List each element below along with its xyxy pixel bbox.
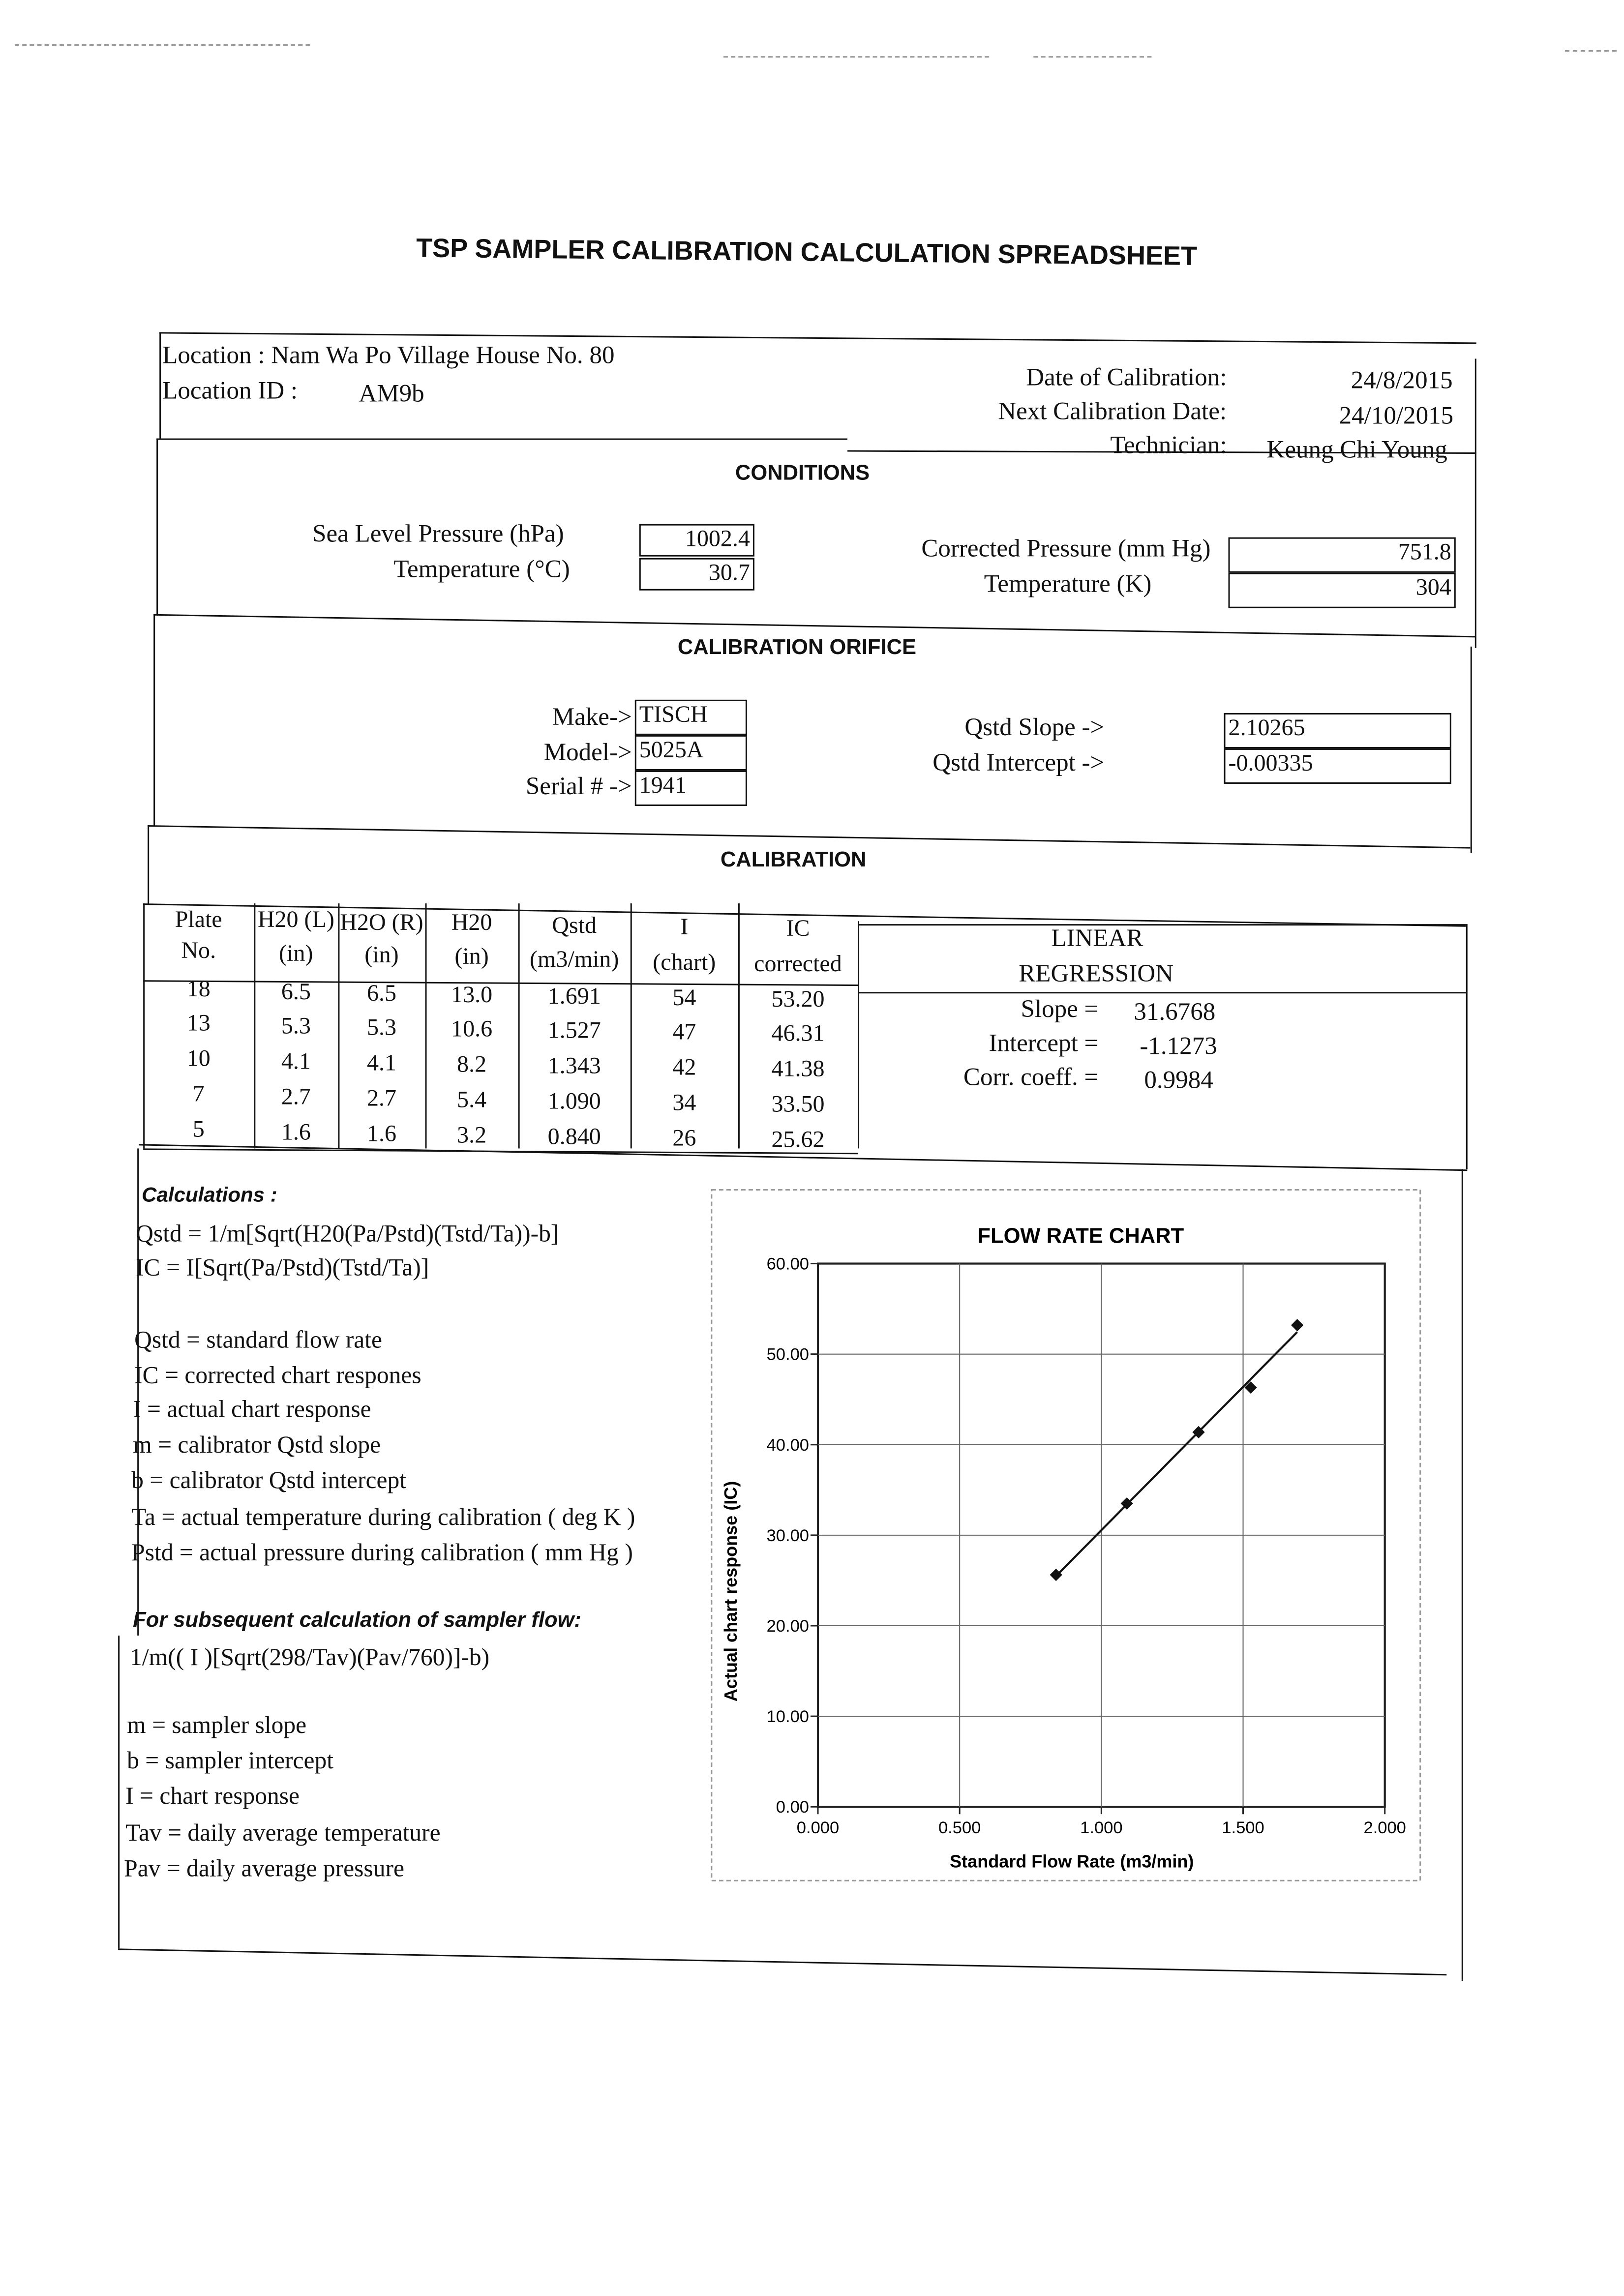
cell-plate: 5 (192, 1117, 205, 1143)
header-h2o-left-line1: H20 (L) (257, 908, 334, 933)
x-tick-label: 0.500 (938, 1819, 981, 1838)
formula-ic: IC = I[Sqrt(Pa/Pstd)(Tstd/Ta)] (136, 1253, 429, 1282)
border-line (1466, 924, 1468, 1169)
make-label: Make-> (552, 702, 632, 731)
border-line (156, 439, 158, 616)
model-value: 5025A (635, 735, 747, 771)
corrected-pressure-value: 751.8 (1228, 537, 1455, 573)
cell-qstd: 1.527 (547, 1018, 601, 1044)
cell-h2o: 3.2 (457, 1123, 487, 1149)
def-b: b = calibrator Qstd intercept (131, 1465, 407, 1494)
cell-i: 47 (672, 1020, 696, 1045)
border-line (156, 439, 847, 440)
y-tick-label: 40.00 (766, 1435, 809, 1455)
regression-title-2: REGRESSION (1019, 959, 1174, 988)
corrected-pressure-label: Corrected Pressure (mm Hg) (921, 534, 1211, 563)
next-date-value: 24/10/2015 (1339, 401, 1454, 430)
cell-i: 34 (672, 1091, 696, 1116)
y-tick-label: 10.00 (766, 1707, 809, 1727)
temperature-k-value: 304 (1228, 573, 1455, 608)
scan-mark (15, 44, 310, 46)
def-qstd: Qstd = standard flow rate (134, 1325, 383, 1354)
header-i-line1: I (680, 915, 689, 941)
border-line (118, 1948, 1446, 1975)
def2-m: m = sampler slope (127, 1711, 307, 1739)
date-value: 24/8/2015 (1351, 366, 1453, 394)
header-h2o-line2: (in) (454, 945, 489, 970)
cell-qstd: 1.090 (547, 1089, 601, 1115)
regression-corr-value: 0.9984 (1144, 1066, 1213, 1094)
cell-h2o-left: 6.5 (281, 980, 311, 1006)
border-line (118, 1636, 120, 1948)
cell-h2o-left: 2.7 (281, 1085, 311, 1110)
header-ic-line1: IC (786, 917, 810, 942)
cell-h2o-right: 2.7 (366, 1086, 396, 1112)
cell-plate: 13 (186, 1011, 211, 1037)
table-row (143, 1082, 858, 1116)
y-tick-label: 0.00 (776, 1798, 809, 1817)
cell-i: 54 (672, 986, 696, 1012)
border-line (159, 332, 161, 438)
header-h2o-left-line2: (in) (279, 942, 313, 967)
regression-slope-label: Slope = (1021, 995, 1099, 1023)
next-date-label: Next Calibration Date: (998, 397, 1227, 425)
border-line (148, 825, 1470, 849)
qstd-slope-label: Qstd Slope -> (964, 713, 1105, 741)
cell-ic: 46.31 (771, 1021, 825, 1047)
header-plate-line2: No. (181, 939, 216, 964)
location-id-label: Location ID : (162, 376, 298, 405)
chart-title: FLOW RATE CHART (977, 1224, 1184, 1248)
y-axis-label: Actual chart response (IC) (720, 1481, 741, 1702)
x-axis-label: Standard Flow Rate (m3/min) (950, 1851, 1194, 1872)
location-label: Location : Nam Wa Po Village House No. 80 (162, 341, 615, 369)
border-line (1471, 647, 1472, 853)
y-tick-label: 20.00 (766, 1616, 809, 1636)
cell-h2o-left: 1.6 (281, 1120, 311, 1146)
formula-qstd: Qstd = 1/m[Sqrt(H20(Pa/Pstd)(Tstd/Ta))-b] (136, 1219, 559, 1248)
qstd-intercept-value: -0.00335 (1224, 748, 1451, 784)
def2-i: I = chart response (125, 1782, 300, 1810)
header-qstd-line1: Qstd (552, 914, 597, 939)
header-i-line2: (chart) (653, 951, 716, 976)
cell-h2o-right: 5.3 (366, 1015, 396, 1041)
cell-h2o: 8.2 (457, 1052, 487, 1078)
flow-rate-chart (691, 1181, 1429, 1889)
cell-i: 26 (672, 1126, 696, 1152)
subsequent-heading: For subsequent calculation of sampler flow: (133, 1609, 581, 1633)
x-tick-label: 0.000 (796, 1819, 840, 1838)
y-tick-label: 30.00 (766, 1526, 809, 1545)
trendline (1056, 1332, 1297, 1576)
cell-plate: 10 (186, 1046, 211, 1072)
x-tick-label: 1.000 (1080, 1819, 1123, 1838)
technician-label: Technician: (1110, 431, 1227, 459)
calibration-title: CALIBRATION (720, 849, 867, 873)
border-line (858, 924, 1466, 925)
table-row (143, 1011, 858, 1045)
cell-ic: 41.38 (771, 1057, 825, 1082)
calibration-table (143, 903, 858, 1153)
regression-corr-label: Corr. coeff. = (963, 1063, 1099, 1091)
page-title: TSP SAMPLER CALIBRATION CALCULATION SPREADSHEET (416, 233, 1198, 271)
make-value: TISCH (635, 700, 747, 735)
table-row (143, 977, 858, 1011)
header-ic-line2: corrected (754, 952, 842, 978)
cell-ic: 53.20 (771, 987, 825, 1013)
header-qstd-line2: (m3/min) (529, 948, 619, 973)
def-ta: Ta = actual temperature during calibration ( deg K ) (131, 1502, 635, 1531)
def-i: I = actual chart response (133, 1395, 371, 1423)
regression-slope-value: 31.6768 (1134, 998, 1216, 1026)
temperature-k-label: Temperature (K) (984, 569, 1152, 598)
cell-plate: 18 (186, 977, 211, 1003)
data-point (1291, 1319, 1303, 1331)
header-plate-line1: Plate (175, 908, 222, 933)
serial-value: 1941 (635, 771, 747, 806)
y-tick-label: 60.00 (766, 1254, 809, 1274)
def2-pav: Pav = daily average pressure (124, 1854, 404, 1882)
cell-h2o: 13.0 (451, 983, 493, 1009)
cell-ic: 25.62 (771, 1128, 825, 1153)
def-m: m = calibrator Qstd slope (133, 1430, 381, 1459)
orifice-title: CALIBRATION ORIFICE (677, 636, 917, 660)
cell-h2o-right: 6.5 (366, 982, 396, 1007)
border-line (1462, 1169, 1463, 1981)
sea-level-pressure-label: Sea Level Pressure (hPa) (312, 519, 564, 548)
qstd-slope-value: 2.10265 (1224, 713, 1451, 748)
border-line (858, 992, 1466, 993)
cell-h2o: 10.6 (451, 1017, 493, 1043)
border-line (153, 614, 155, 827)
temperature-c-value: 30.7 (639, 558, 754, 591)
border-line (1475, 358, 1476, 648)
table-border (858, 921, 859, 1148)
sea-level-pressure-value: 1002.4 (639, 524, 754, 557)
cell-h2o: 5.4 (457, 1088, 487, 1113)
conditions-title: CONDITIONS (735, 462, 870, 486)
y-tick-label: 50.00 (766, 1345, 809, 1364)
regression-intercept-label: Intercept = (989, 1029, 1099, 1057)
technician-value: Keung Chi Young (1266, 435, 1447, 464)
header-h2o-line1: H20 (451, 911, 492, 936)
cell-qstd: 0.840 (547, 1125, 601, 1150)
x-tick-label: 2.000 (1363, 1819, 1406, 1838)
header-h2o-right-line1: H2O (R) (340, 911, 423, 936)
serial-label: Serial # -> (525, 772, 632, 800)
border-line (148, 825, 149, 905)
cell-qstd: 1.691 (547, 984, 601, 1010)
cell-ic: 33.50 (771, 1092, 825, 1118)
subsequent-formula: 1/m(( I )[Sqrt(298/Tav)(Pav/760)]-b) (130, 1643, 490, 1671)
table-row (143, 1046, 858, 1080)
def-pstd: Pstd = actual pressure during calibration ( mm Hg ) (131, 1538, 633, 1566)
def2-b: b = sampler intercept (127, 1746, 334, 1775)
qstd-intercept-label: Qstd Intercept -> (932, 748, 1105, 776)
date-label: Date of Calibration: (1026, 363, 1227, 391)
def-ic: IC = corrected chart respones (134, 1361, 421, 1389)
def2-tav: Tav = daily average temperature (125, 1819, 441, 1847)
regression-title-1: LINEAR (1051, 924, 1143, 953)
header-h2o-right-line2: (in) (364, 943, 399, 969)
cell-plate: 7 (192, 1082, 205, 1107)
model-label: Model-> (543, 738, 632, 766)
x-tick-label: 1.500 (1222, 1819, 1264, 1838)
cell-i: 42 (672, 1055, 696, 1081)
regression-intercept-value: -1.1273 (1140, 1032, 1217, 1060)
cell-h2o-right: 4.1 (366, 1051, 396, 1076)
cell-h2o-right: 1.6 (366, 1122, 396, 1147)
border-line (153, 614, 1476, 638)
cell-qstd: 1.343 (547, 1054, 601, 1079)
scan-mark (1565, 50, 1617, 52)
scan-mark (723, 56, 989, 58)
location-id-value: AM9b (359, 379, 424, 408)
temperature-c-label: Temperature (°C) (393, 555, 570, 583)
cell-h2o-left: 4.1 (281, 1049, 311, 1075)
scan-mark (1033, 56, 1151, 58)
cell-h2o-left: 5.3 (281, 1014, 311, 1040)
calculations-heading: Calculations : (142, 1182, 277, 1206)
